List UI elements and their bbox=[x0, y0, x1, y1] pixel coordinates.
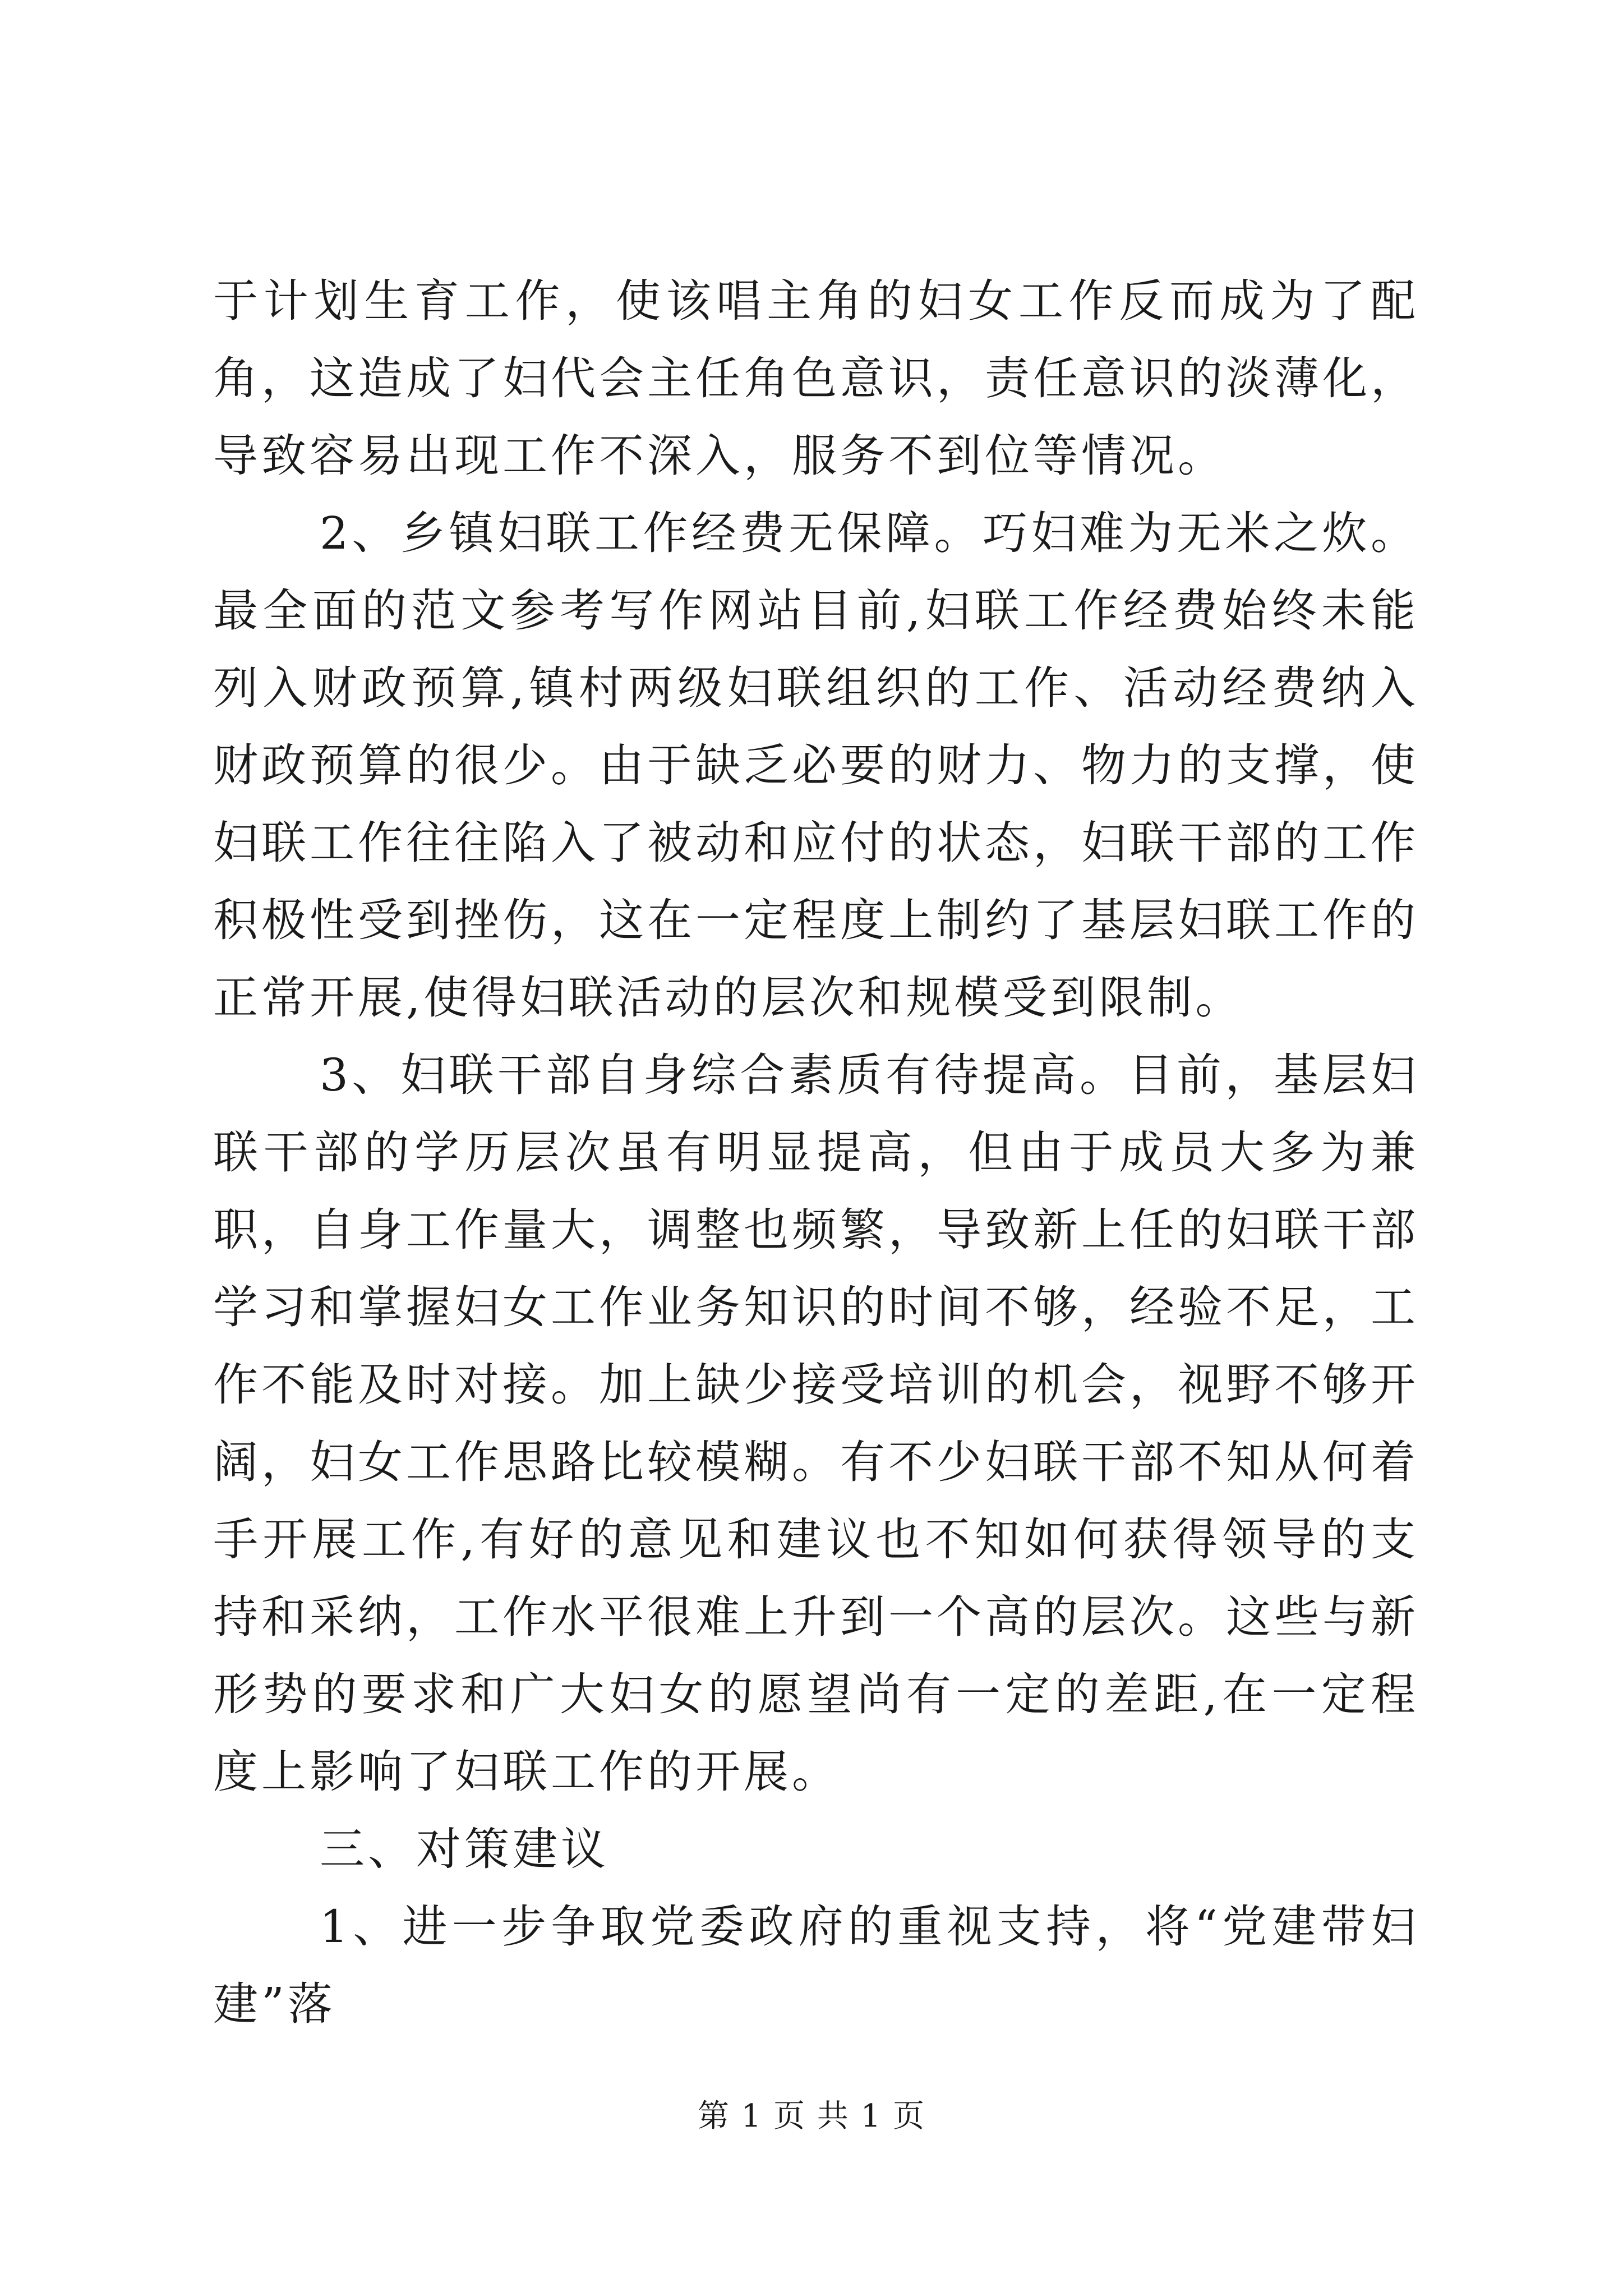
paragraph-cadre-quality: 3、妇联干部自身综合素质有待提高。目前，基层妇联干部的学历层次虽有明显提高，但由于成员大多为兼职，自身工作量大，调整也频繁，导致新上任的妇联干部学习和掌握妇女工作业务知识的时间不够，经验不足，工作不能及时对接。加上缺少接受培训的机会，视野不够开阔，妇女工作思路比较模糊。有不少妇联干部不知从何着手开展工作,有好的意见和建议也不知如何获得领导的支持和采纳，工作水平很难上升到一个高的层次。这些与新形势的要求和广大妇女的愿望尚有一定的差距,在一定程度上影响了妇联工作的开展。 bbox=[213, 1049, 1419, 1798]
page-footer: 第 1 页 共 1 页 bbox=[697, 2098, 926, 2134]
section-heading-recommendations: 三、对策建议 bbox=[320, 1823, 609, 1875]
document-body bbox=[213, 263, 1419, 2043]
paragraph-funding: 2、乡镇妇联工作经费无保障。巧妇难为无米之炊。最全面的范文参考写作网站目前,妇联工作经费始终未能列入财政预算,镇村两级妇联组织的工作、活动经费纳入财政预算的很少。由于缺乏必要的财力、物力的支撑，使妇联工作往往陷入了被动和应付的状态，妇联干部的工作积极性受到挫伤，这在一定程度上制约了基层妇联工作的正常开展,使得妇联活动的层次和规模受到限制。 bbox=[213, 507, 1419, 1024]
paragraph-recommendation-1: 1、进一步争取党委政府的重视支持，将“党建带妇建”落 bbox=[213, 1901, 1419, 2030]
paragraph-continuation: 于计划生育工作，使该唱主角的妇女工作反而成为了配角，这造成了妇代会主任角色意识，责任意识的淡薄化，导致容易出现工作不深入，服务不到位等情况。 bbox=[213, 275, 1419, 482]
